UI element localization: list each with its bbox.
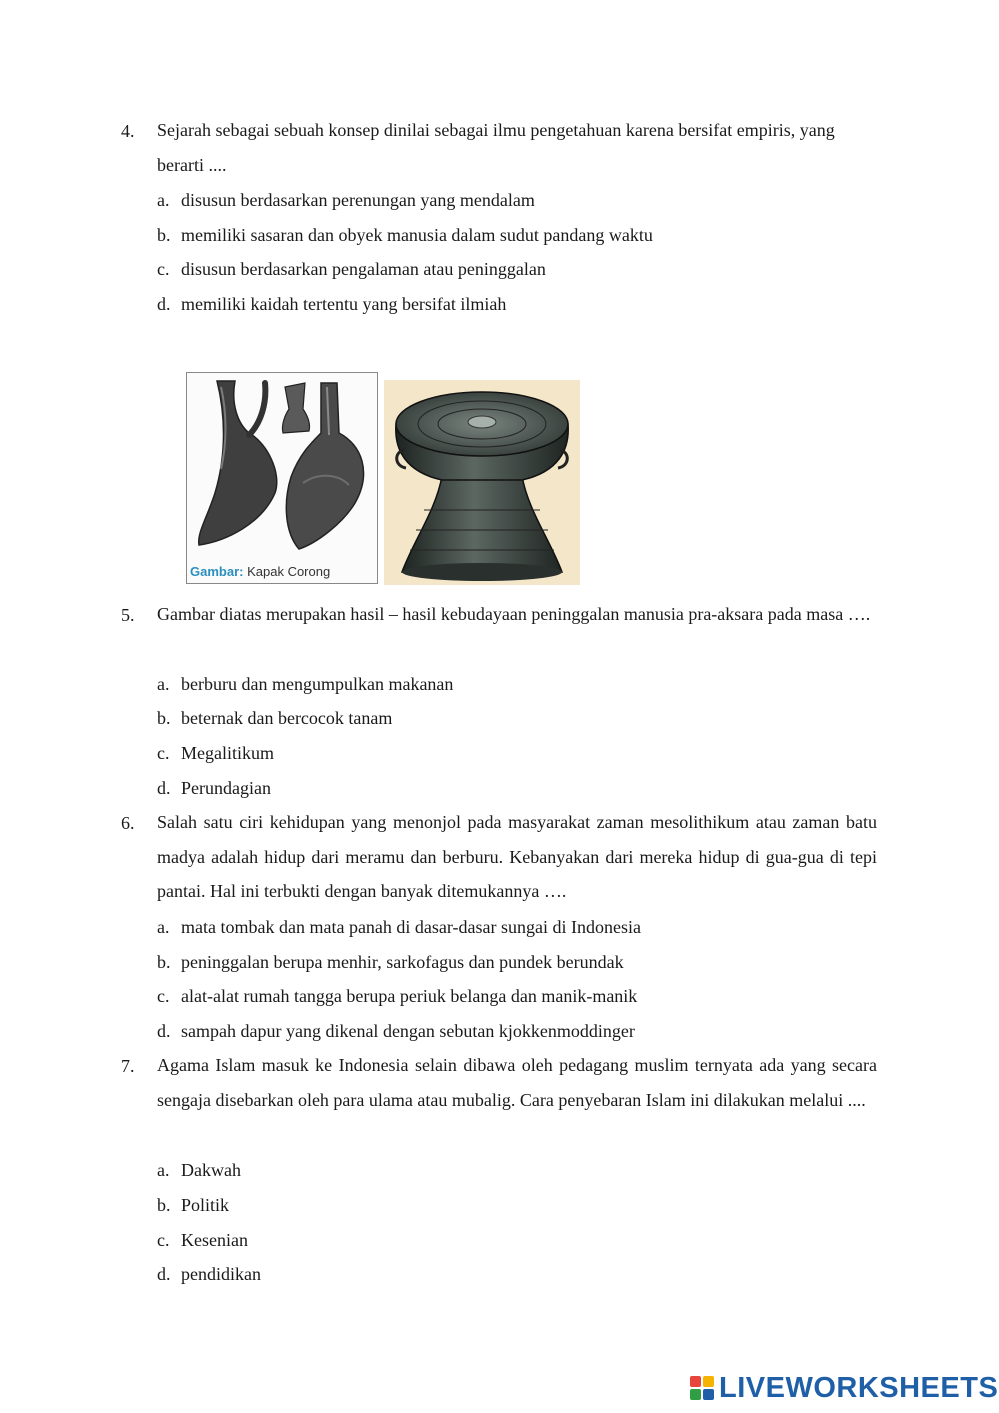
option-text: memiliki sasaran dan obyek manusia dalam sudut pandang waktu bbox=[181, 225, 653, 245]
option-text: disusun berdasarkan perenungan yang mendalam bbox=[181, 190, 535, 210]
option-text: sampah dapur yang dikenal dengan sebutan kjokkenmoddinger bbox=[181, 1021, 635, 1041]
option-letter: a. bbox=[157, 1160, 170, 1180]
question-number: 6. bbox=[121, 813, 135, 833]
option-letter: c. bbox=[157, 259, 170, 279]
option-text: Perundagian bbox=[181, 778, 271, 798]
option-c[interactable] bbox=[157, 259, 546, 280]
option-text: Megalitikum bbox=[181, 743, 274, 763]
option-letter: d. bbox=[157, 1264, 171, 1284]
option-b[interactable] bbox=[157, 708, 392, 729]
option-text: Kesenian bbox=[181, 1230, 248, 1250]
option-text: pendidikan bbox=[181, 1264, 261, 1284]
option-letter: b. bbox=[157, 1195, 171, 1215]
option-letter: b. bbox=[157, 952, 171, 972]
option-letter: a. bbox=[157, 674, 170, 694]
option-text: disusun berdasarkan pengalaman atau peninggalan bbox=[181, 259, 546, 279]
option-a[interactable] bbox=[157, 674, 453, 695]
question-text: Salah satu ciri kehidupan yang menonjol pada masyarakat zaman mesolithikum atau zaman batu madya adalah hidup dari meramu dan berburu. Kebanyakan dari mereka hidup di gua-gua di tepi pantai. Hal ini terbukti dengan banyak ditemukannya …. bbox=[157, 812, 877, 902]
question-text: Sejarah sebagai sebuah konsep dinilai sebagai ilmu pengetahuan karena bersifat empiris, yang berarti .... bbox=[157, 120, 835, 175]
option-a[interactable] bbox=[157, 917, 641, 938]
bronze-drum-image bbox=[384, 380, 580, 585]
question-number: 5. bbox=[121, 605, 135, 625]
caption-label: Gambar: bbox=[190, 564, 244, 579]
option-text: mata tombak dan mata panah di dasar-dasar sungai di Indonesia bbox=[181, 917, 641, 937]
option-letter: d. bbox=[157, 294, 171, 314]
option-b[interactable] bbox=[157, 225, 653, 246]
question-text: Agama Islam masuk ke Indonesia selain dibawa oleh pedagang muslim ternyata ada yang secara sengaja disebarkan oleh para ulama atau mubalig. Cara penyebaran Islam ini dilakukan melalui .... bbox=[157, 1055, 877, 1110]
option-letter: d. bbox=[157, 1021, 171, 1041]
option-d[interactable] bbox=[157, 1264, 261, 1285]
nekara-drum-illustration bbox=[384, 380, 580, 585]
option-letter: a. bbox=[157, 917, 170, 937]
liveworksheets-logo-icon bbox=[689, 1375, 715, 1401]
option-letter: b. bbox=[157, 225, 171, 245]
option-letter: d. bbox=[157, 778, 171, 798]
artifact-figure bbox=[186, 372, 580, 585]
option-c[interactable] bbox=[157, 986, 637, 1007]
option-letter: c. bbox=[157, 743, 170, 763]
question-text: Gambar diatas merupakan hasil – hasil kebudayaan peninggalan manusia pra-aksara pada masa …. bbox=[157, 604, 871, 624]
option-letter: c. bbox=[157, 1230, 170, 1250]
option-text: Politik bbox=[181, 1195, 230, 1215]
option-text: memiliki kaidah tertentu yang bersifat ilmiah bbox=[181, 294, 507, 314]
option-b[interactable] bbox=[157, 952, 624, 973]
kapak-corong-image bbox=[186, 372, 378, 584]
option-a[interactable] bbox=[157, 1160, 241, 1181]
option-letter: c. bbox=[157, 986, 170, 1006]
option-d[interactable] bbox=[157, 294, 506, 315]
option-a[interactable] bbox=[157, 190, 535, 211]
option-letter: b. bbox=[157, 708, 171, 728]
option-d[interactable] bbox=[157, 1021, 635, 1042]
option-c[interactable] bbox=[157, 1230, 248, 1251]
brand-name: LIVEWORKSHEETS bbox=[719, 1371, 999, 1404]
option-d[interactable] bbox=[157, 778, 271, 799]
option-text: peninggalan berupa menhir, sarkofagus dan pundek berundak bbox=[181, 952, 624, 972]
option-text: beternak dan bercocok tanam bbox=[181, 708, 393, 728]
option-text: berburu dan mengumpulkan makanan bbox=[181, 674, 454, 694]
option-b[interactable] bbox=[157, 1195, 229, 1216]
question-number: 7. bbox=[121, 1056, 135, 1076]
caption-text: Kapak Corong bbox=[247, 564, 331, 579]
option-text: Dakwah bbox=[181, 1160, 241, 1180]
option-letter: a. bbox=[157, 190, 170, 210]
question-number: 4. bbox=[121, 121, 135, 141]
image-caption bbox=[190, 564, 330, 579]
bronze-axe-illustration bbox=[187, 373, 377, 553]
option-text: alat-alat rumah tangga berupa periuk belanga dan manik-manik bbox=[181, 986, 638, 1006]
liveworksheets-brand[interactable] bbox=[689, 1372, 998, 1404]
option-c[interactable] bbox=[157, 743, 274, 764]
